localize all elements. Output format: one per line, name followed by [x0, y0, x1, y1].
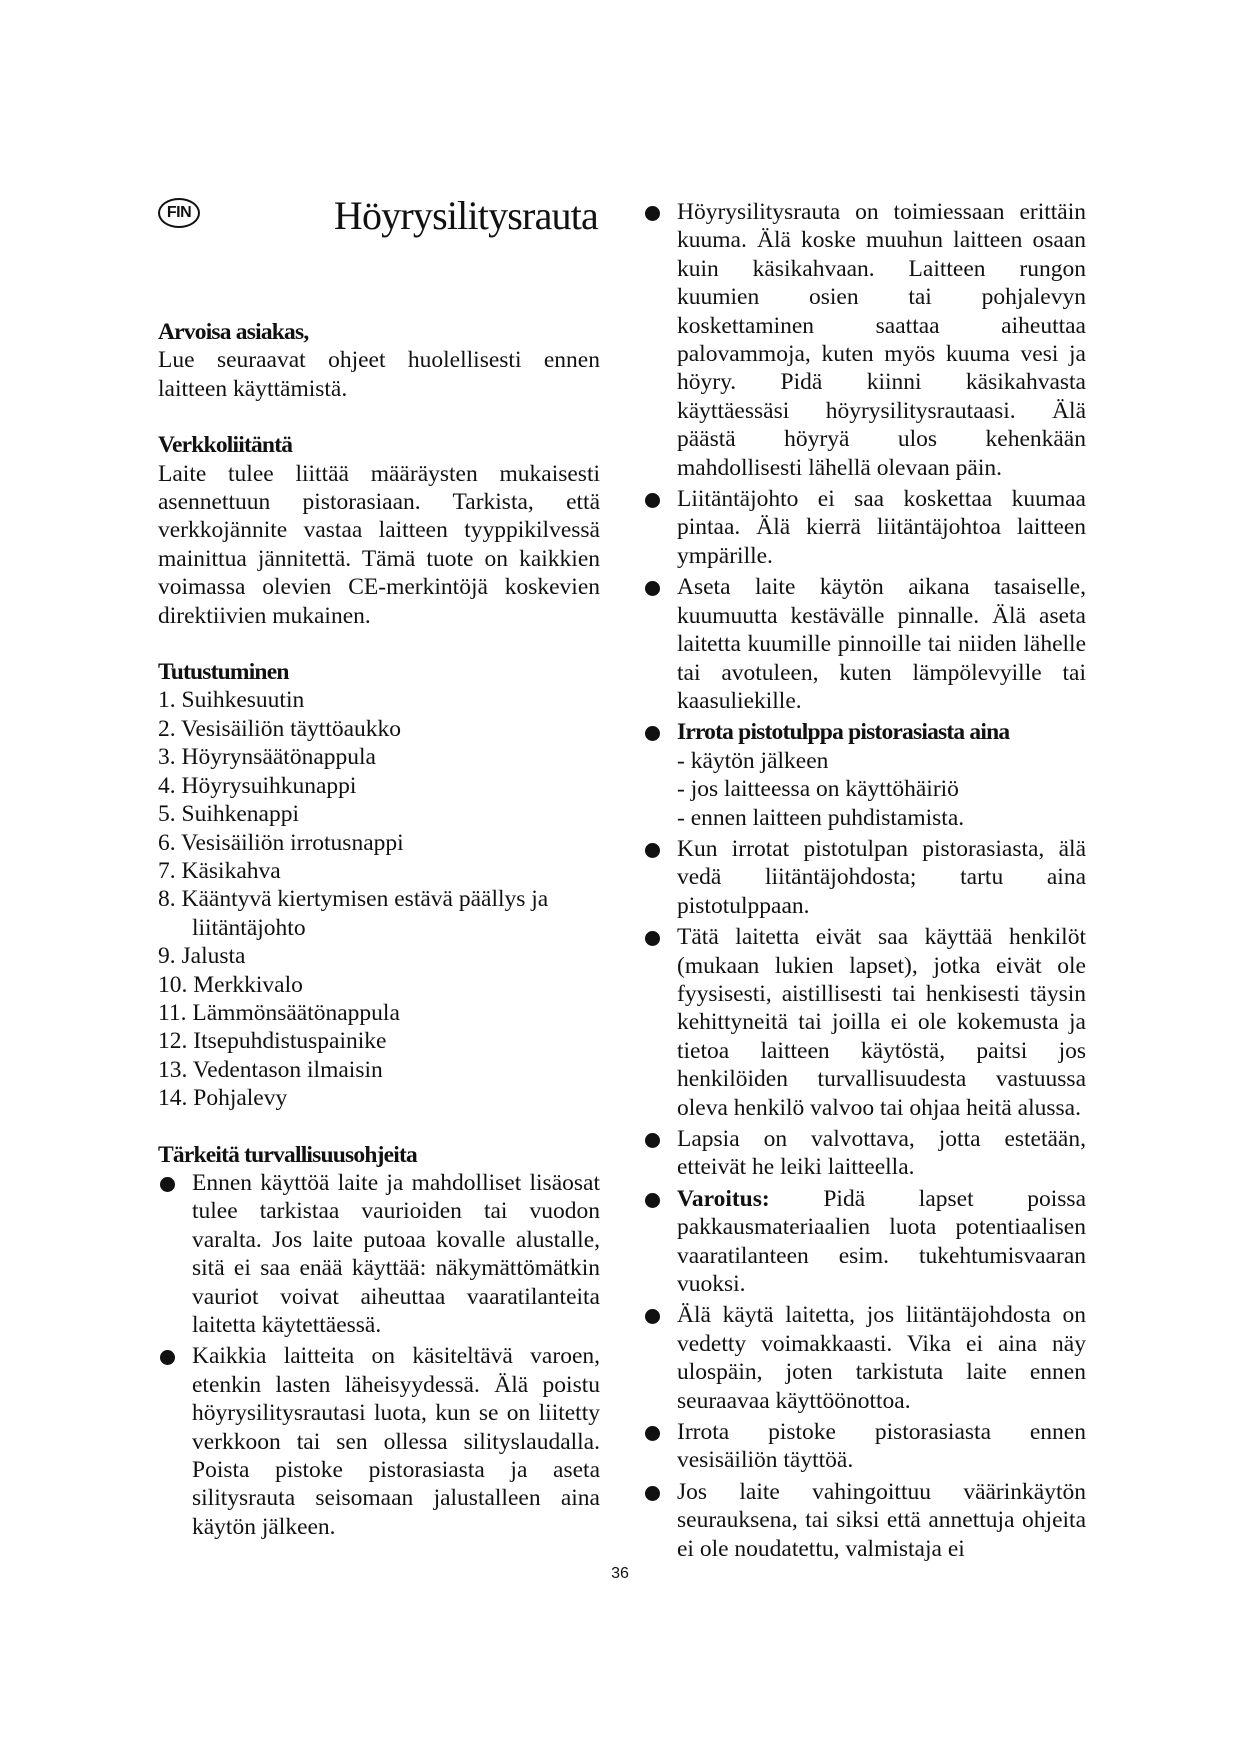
safety-bullet [643, 573, 1086, 715]
bullet-dot-icon [160, 1177, 175, 1192]
greeting-heading: Arvoisa asiakas, [158, 319, 309, 345]
safety-bullet-warning [643, 1185, 1086, 1299]
safety-bullet [643, 1125, 1086, 1182]
greeting-text: Lue seuraavat ohjeet huolellisesti ennen laitteen käyttämistä. [158, 347, 600, 402]
bullet-dot-icon [645, 493, 660, 508]
safety-bullet [643, 1418, 1086, 1475]
parts-list-item: 9. Jalusta [158, 943, 246, 970]
safety-bullet-text: Kaikkia laitteita on käsiteltävä varoen, etenkin lasten läheisyydessä. Älä poistu höyrysilitysrautasi luota, kun se on liitetty verkkoon tai sen ollessa silityslaudalla. Poista pistoke pistorasiasta ja aseta silitysrauta seisomaan jalustalleen aina käytön jälkeen. [192, 1343, 600, 1540]
parts-list-item: 3. Höyrynsäätönappula [158, 744, 376, 771]
bullet-dot-icon [645, 931, 660, 946]
parts-list-item: 1. Suihkesuutin [158, 687, 305, 714]
right-column [643, 198, 1086, 1566]
bullet-dot-icon [645, 1133, 660, 1148]
bullet-dot-icon [645, 726, 660, 741]
warning-text: Pidä lapset poissa pakkausmateriaalien luota potentiaalisen vaaratilanteen esim. tukehtumisvaaran vuoksi. [677, 1185, 1086, 1298]
safety-bullet [643, 1301, 1086, 1415]
parts-list-item-continuation-text: liitäntäjohto [192, 914, 306, 941]
parts-list [158, 686, 600, 1112]
connection-heading: Verkkoliitäntä [158, 432, 293, 459]
safety-bullet-heading: Irrota pistotulppa pistorasiasta aina [677, 719, 1010, 746]
language-badge: FIN [158, 198, 200, 228]
safety-bullet-text: Liitäntäjohto ei saa koskettaa kuumaa pintaa. Älä kierrä liitäntäjohtoa laitteen ympärille. [677, 486, 1086, 569]
safety-bullet-text: Ennen käyttöä laite ja mahdolliset lisäosat tulee tarkistaa vaurioiden tai vuodon varalta. Jos laite putoaa kovalle alustalle, sitä ei saa enää käyttää: näkymättömätkin vauriot voivat aiheuttaa vaaratilanteita laitetta käytettäessä. [192, 1169, 600, 1338]
safety-bullet [158, 1169, 600, 1339]
parts-list-item: 13. Vedentason ilmaisin [158, 1056, 383, 1083]
safety-heading: Tärkeitä turvallisuusohjeita [158, 1141, 417, 1168]
warning-label: Varoitus: [677, 1185, 770, 1212]
parts-list-item: 12. Itsepuhdistuspainike [158, 1028, 387, 1055]
connection-section [158, 431, 600, 630]
unplug-subitem: - jos laitteessa on käyttöhäiriö [677, 776, 959, 803]
parts-list-item: 14. Pohjalevy [158, 1085, 288, 1112]
bullet-dot-icon [645, 1486, 660, 1501]
parts-list-item-continuation [158, 914, 600, 942]
bullet-dot-icon [645, 1193, 660, 1208]
safety-bullet-unplug [643, 718, 1086, 832]
greeting-section [158, 318, 600, 403]
safety-bullet-text: Jos laite vahingoittuu väärinkäytön seurauksena, tai siksi että annettuja ohjeita ei ole noudatettu, valmistaja ei [677, 1478, 1086, 1562]
bullet-dot-icon [645, 581, 660, 596]
parts-heading: Tutustuminen [158, 659, 289, 686]
parts-list-item: 7. Käsikahva [158, 857, 281, 884]
safety-bullet-text: Tätä laitetta eivät saa käyttää henkilöt (mukaan lukien lapset), jotka eivät ole fyysisesti, aistillisesti tai henkisesti täysin kehittyneitä tai joilla ei ole kokemusta ja tietoa laitteen käytöstä, paitsi jos henkilöiden turvallisuudesta vastuussa oleva henkilö valvoo tai ohjaa heitä alussa. [677, 924, 1086, 1121]
connection-text: Laite tulee liittää määräysten mukaisesti asennettuun pistorasiaan. Tarkista, että verkkojännite vastaa laitteen tyyppikilvessä mainittua jännitettä. Tämä tuote on kaikkien voimassa olevien CE-merkintöjä koskevien direktiivien mukainen. [158, 460, 600, 629]
left-column [158, 193, 600, 1569]
bullet-dot-icon [645, 1309, 660, 1324]
safety-bullet [643, 485, 1086, 570]
parts-list-item: 11. Lämmönsäätönappula [158, 999, 400, 1026]
parts-list-item: 2. Vesisäiliön täyttöaukko [158, 715, 402, 742]
safety-bullet-text: Höyrysilitysrauta on toimiessaan erittäin kuuma. Älä koske muuhun laitteen osaan kuin käsikahvaan. Laitteen rungon kuumien osien tai pohjalevyn koskettaminen saattaa aiheuttaa palovammoja, kuten myös kuuma vesi ja höyry. Pidä kiinni käsikahvasta käyttäessäsi höyrysilitysrautaasi. Älä päästä höyryä ulos kehenkään mahdollisesti lähellä olevaan päin. [677, 199, 1086, 481]
parts-list-item: 6. Vesisäiliön irrotusnappi [158, 829, 404, 856]
page-number: 36 [611, 1565, 629, 1582]
bullet-dot-icon [645, 843, 660, 858]
unplug-subitem: - ennen laitteen puhdistamista. [677, 804, 965, 831]
safety-bullet-text: Aseta laite käytön aikana tasaiselle, kuumuutta kestävälle pinnalle. Älä aseta laitetta kuumille pinnoille tai niiden lähelle tai avotuleen, kuten lämpölevyille tai kaasuliekille. [677, 574, 1086, 714]
safety-bullet-text: Kun irrotat pistotulpan pistorasiasta, älä vedä liitäntäjohdosta; tartu aina pistotulppaan. [677, 835, 1086, 919]
safety-bullet [643, 1478, 1086, 1563]
page-header [158, 193, 600, 298]
safety-bullet [158, 1342, 600, 1541]
unplug-subitem: - käytön jälkeen [677, 747, 829, 774]
safety-bullet [643, 835, 1086, 920]
bullet-dot-icon [160, 1350, 175, 1365]
bullet-dot-icon [645, 206, 660, 221]
page-title: Höyrysilitysrauta [333, 193, 598, 238]
parts-list-item: 8. Kääntyvä kiertymisen estävä päällys ja [158, 886, 549, 913]
safety-bullet-text: Irrota pistoke pistorasiasta ennen vesisäiliön täyttöä. [677, 1419, 1086, 1474]
safety-bullet-text: Lapsia on valvottava, jotta estetään, etteivät he leiki laitteella. [677, 1126, 1086, 1181]
parts-list-item: 4. Höyrysuihkunappi [158, 772, 357, 799]
parts-section [158, 658, 600, 1113]
safety-bullet-text: Älä käytä laitetta, jos liitäntäjohdosta on vedetty voimakkaasti. Vika ei aina näy ulospäin, joten tarkistuta laite ennen seuraavaa käyttöönottoa. [677, 1302, 1086, 1414]
parts-list-item: 5. Suihkenappi [158, 801, 299, 828]
bullet-dot-icon [645, 1426, 660, 1441]
safety-bullet [643, 923, 1086, 1122]
safety-section [158, 1141, 600, 1542]
safety-bullet [643, 198, 1086, 482]
parts-list-item: 10. Merkkivalo [158, 971, 303, 998]
